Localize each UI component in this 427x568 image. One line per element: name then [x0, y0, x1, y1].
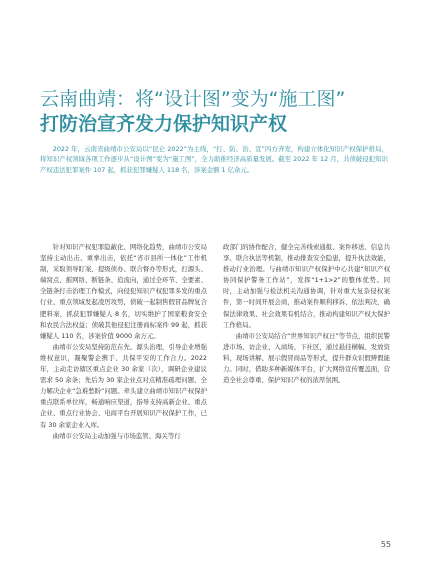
- page-number: 55: [380, 540, 391, 549]
- title-line-1: 云南曲靖：将“设计图”变为“施工图”: [40, 88, 346, 110]
- body-paragraph: 曲靖市公安局主动加强与市场监管、海关等行: [52, 431, 181, 440]
- article-title: [40, 88, 400, 136]
- body-paragraph: 曲靖市公安局坚持防范在先、源头治理，引导企业增强维权意识，凝聚警企携手、共保平安的工作合力。2022 年，主动走访辖区重点企业 30 余家（次），调研企业建议需求 50 余条；先后为 30 家企业点对点精准疏理问题、全力解决企业“急难愁盼”问题。牵头建立曲靖市知识产权保护重点联系单位库，畅通响应渠道，指导支持高新企业、重点企业、重点行业协会、电商平台开展知识产权保护工作，已有 30 余家企业入库。: [40, 342, 207, 429]
- body-columns: [40, 242, 390, 442]
- body-paragraph: 政部门的协作配合，健全完善线索通报、案件移送、信息共享、联合执法等机制，推动排查安全隐患，提升执法效能，推动行业治理。与曲靖市知识产权保护中心共建“知识产权协同保护警务工作站”，发挥“1+1>2”的整体优势。同时，主动加强与检法机关沟通协调，针对重大复杂侵权案件，第一时间开展会商，推动案件顺利移诉、依法判决，确保法律效果、社会效果有机结合，推动构建知识产权大保护工作格局。: [223, 243, 390, 329]
- lead-paragraph: 2022 年，云南省曲靖市公安局以“昆仑 2022”为主线，“打、防、治、宣”四方齐发，构建立体化知识产权保护格局，将知识产权领域各项工作逐步从“设计图”变为“施工图”，全力助推经济高质量发展。截至 2022 年 12 月，共侦破侵犯知识产权违法犯罪案件 107 起，抓获犯罪嫌疑人 118 名，涉案金额 1 亿余元。: [40, 145, 388, 174]
- title-line-2: 打防治宣齐发力保护知识产权: [40, 113, 288, 135]
- right-column: [223, 242, 390, 442]
- body-paragraph: 曲靖市公安局结合“世界知识产权日”等节点，组织民警进市场、访企业、入商场、下社区，通过悬挂横幅、发放资料、现场讲解、展示假冒商品等形式，提升群众识假辨假能力。同时，借助多种新媒体平台，扩大网络宣传覆盖面，营造全社会尊重、保护知识产权的浓厚氛围。: [223, 331, 390, 385]
- body-paragraph: 针对知识产权犯罪隐蔽化、网络化趋势，曲靖市公安局坚持主动出击、重拳出击，依托“省市县所一体化”工作机制，采取领导盯案、提级侦办、联合督办等形式，打源头、端窝点、摧网络、断链条、追流向，通过全环节、全要素、全链条打击治理工作模式，向侵犯知识产权犯罪多发的重点行业、重点领域发起凌厉攻势，侦破一起制售假冒品牌复合肥料案，抓获犯罪嫌疑人 8 名，切实维护了国家粮食安全和农民合法权益；侦破其他侵犯注册商标案件 99 起，抓获嫌疑人 110 名，涉案价值 9000 余万元。: [40, 243, 207, 340]
- left-column: [40, 242, 207, 442]
